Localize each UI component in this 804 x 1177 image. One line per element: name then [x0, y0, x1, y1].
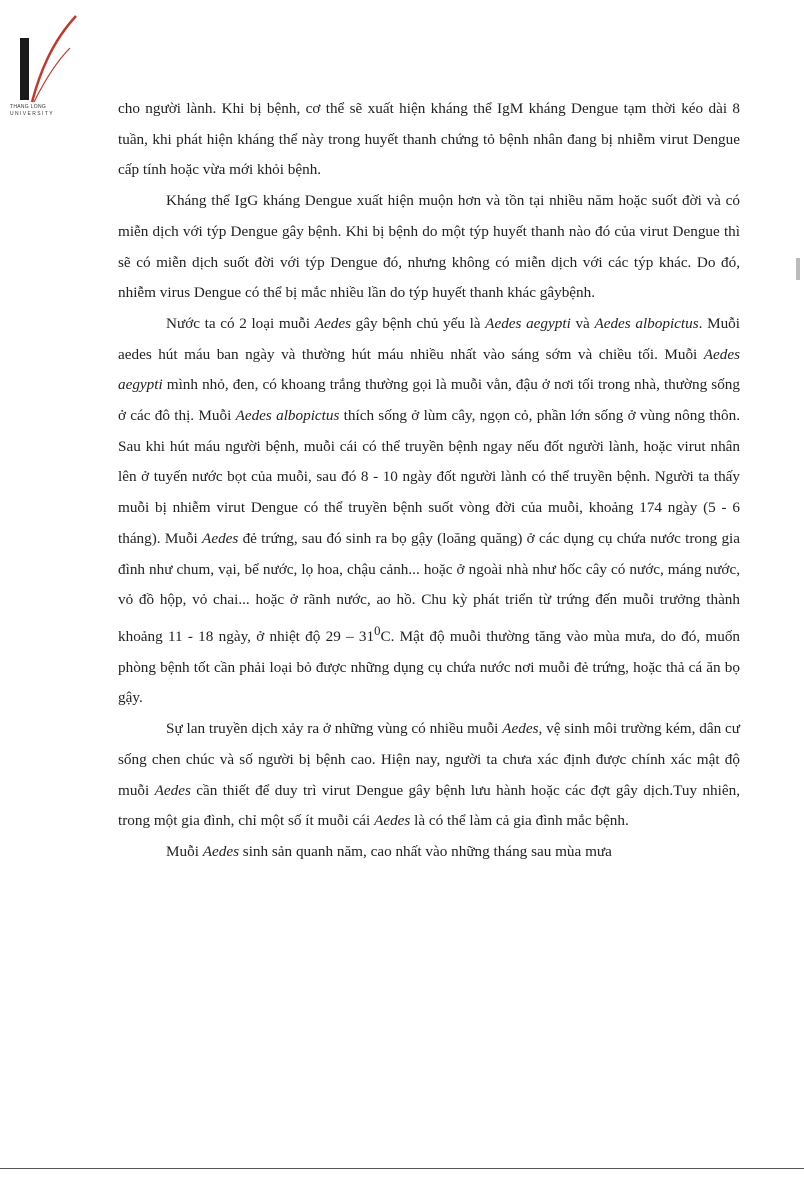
degree-superscript: 0 [374, 623, 381, 638]
species-name: Aedes [374, 812, 411, 830]
paragraph-3: Nước ta có 2 loại muỗi Aedes gây bệnh chủ yếu là Aedes aegypti và Aedes albopictus. Muỗi aedes hút máu ban ngày và thường hút máu nhiều nhất vào sáng sớm và chiều tối. Muỗi Aedes aegypti mình nhỏ, đen, có khoang trắng thường gọi là muỗi vằn, đậu ở nơi tối trong nhà, thường sống ở các đô thị. Muỗi Aedes albopictus thích sống ở lùm cây, ngọn cỏ, phần lớn sống ở vùng nông thôn. Sau khi hút máu người bệnh, muỗi cái có thể truyền bệnh ngay nếu đốt người lành, hoặc virut nhân lên ở tuyến nước bọt của muỗi, sau đó 8 - 10 ngày đốt người lành có thể truyền bệnh. Người ta thấy muỗi bị nhiễm virut Dengue có thể truyền bệnh suốt vòng đời của muỗi, khoảng 174 ngày (5 - 6 tháng). Muỗi Aedes đẻ trứng, sau đó sinh ra bọ gậy (loăng quăng) ở các dụng cụ chứa nước trong gia đình như chum, vại, bể nước, lọ hoa, chậu cảnh... hoặc ở ngoài nhà như hốc cây có nước, máng nước, vỏ đồ hộp, vỏ chai... hoặc ở rãnh nước, ao hồ. Chu kỳ phát triển từ trứng đến muỗi trưởng thành khoảng 11 - 18 ngày, ở nhiệt độ $29 - 31^0C$. Mật độ muỗi thường tăng vào mùa mưa, do đó, muốn phòng bệnh tốt cần phải loại bỏ được những dụng cụ chứa nước nơi muỗi đẻ trứng, hoặc thả cá ăn bọ gậy. [118, 314, 741, 707]
species-name: Aedes [314, 314, 352, 332]
logo-bar [20, 38, 29, 100]
species-name: Aedes albopictus [594, 314, 699, 332]
paragraph-2: Kháng thể IgG kháng Dengue xuất hiện muộn hơn và tồn tại nhiều năm hoặc suốt đời và có miễn dịch với týp Dengue gây bệnh. Khi bị bệnh do một týp huyết thanh nào đó của virut Dengue thì sẽ có miễn dịch suốt đời với týp Dengue đó, nhưng không có miễn dịch với các týp khác. Do đó, nhiễm virus Dengue có thể bị mắc nhiều lần do týp huyết thanh khác gâybệnh. [118, 192, 740, 302]
species-name: Aedes [202, 842, 239, 860]
university-logo [10, 12, 90, 116]
species-name: Aedes [154, 781, 191, 799]
page-edge-mark [796, 258, 800, 280]
footer-rule [0, 1168, 804, 1169]
paragraph-4: Sự lan truyền dịch xảy ra ở những vùng có nhiều muỗi Aedes, vệ sinh môi trường kém, dân cư sống chen chúc và số người bị bệnh cao. Hiện nay, người ta chưa xác định được chính xác mật độ muỗi Aedes cần thiết để duy trì virut Dengue gây bệnh lưu hành hoặc các đợt gây dịch.Tuy nhiên, trong một gia đình, chỉ một số ít muỗi cái Aedes là có thể làm cả gia đình mắc bệnh. [118, 720, 740, 830]
paragraph-5: Muỗi Aedes sinh sản quanh năm, cao nhất vào những tháng sau mùa mưa [166, 842, 612, 860]
species-name: Aedes albopictus [235, 407, 340, 425]
document-body [118, 94, 740, 868]
species-name: Aedes [502, 720, 539, 738]
paragraph-1: cho người lành. Khi bị bệnh, cơ thể sẽ xuất hiện kháng thể IgM kháng Dengue tạm thời kéo dài 8 tuần, khi phát hiện kháng thể này trong huyết thanh chứng tỏ bệnh nhân đang bị nhiễm virut Dengue cấp tính hoặc vừa mới khỏi bệnh. [118, 100, 740, 179]
species-name: Aedes aegypti [118, 345, 740, 394]
species-name: Aedes [202, 529, 239, 547]
species-name: Aedes aegypti [485, 314, 571, 332]
logo-text-line1: THANG LONG [10, 104, 47, 110]
logo-text-line2: UNIVERSITY [10, 111, 55, 117]
